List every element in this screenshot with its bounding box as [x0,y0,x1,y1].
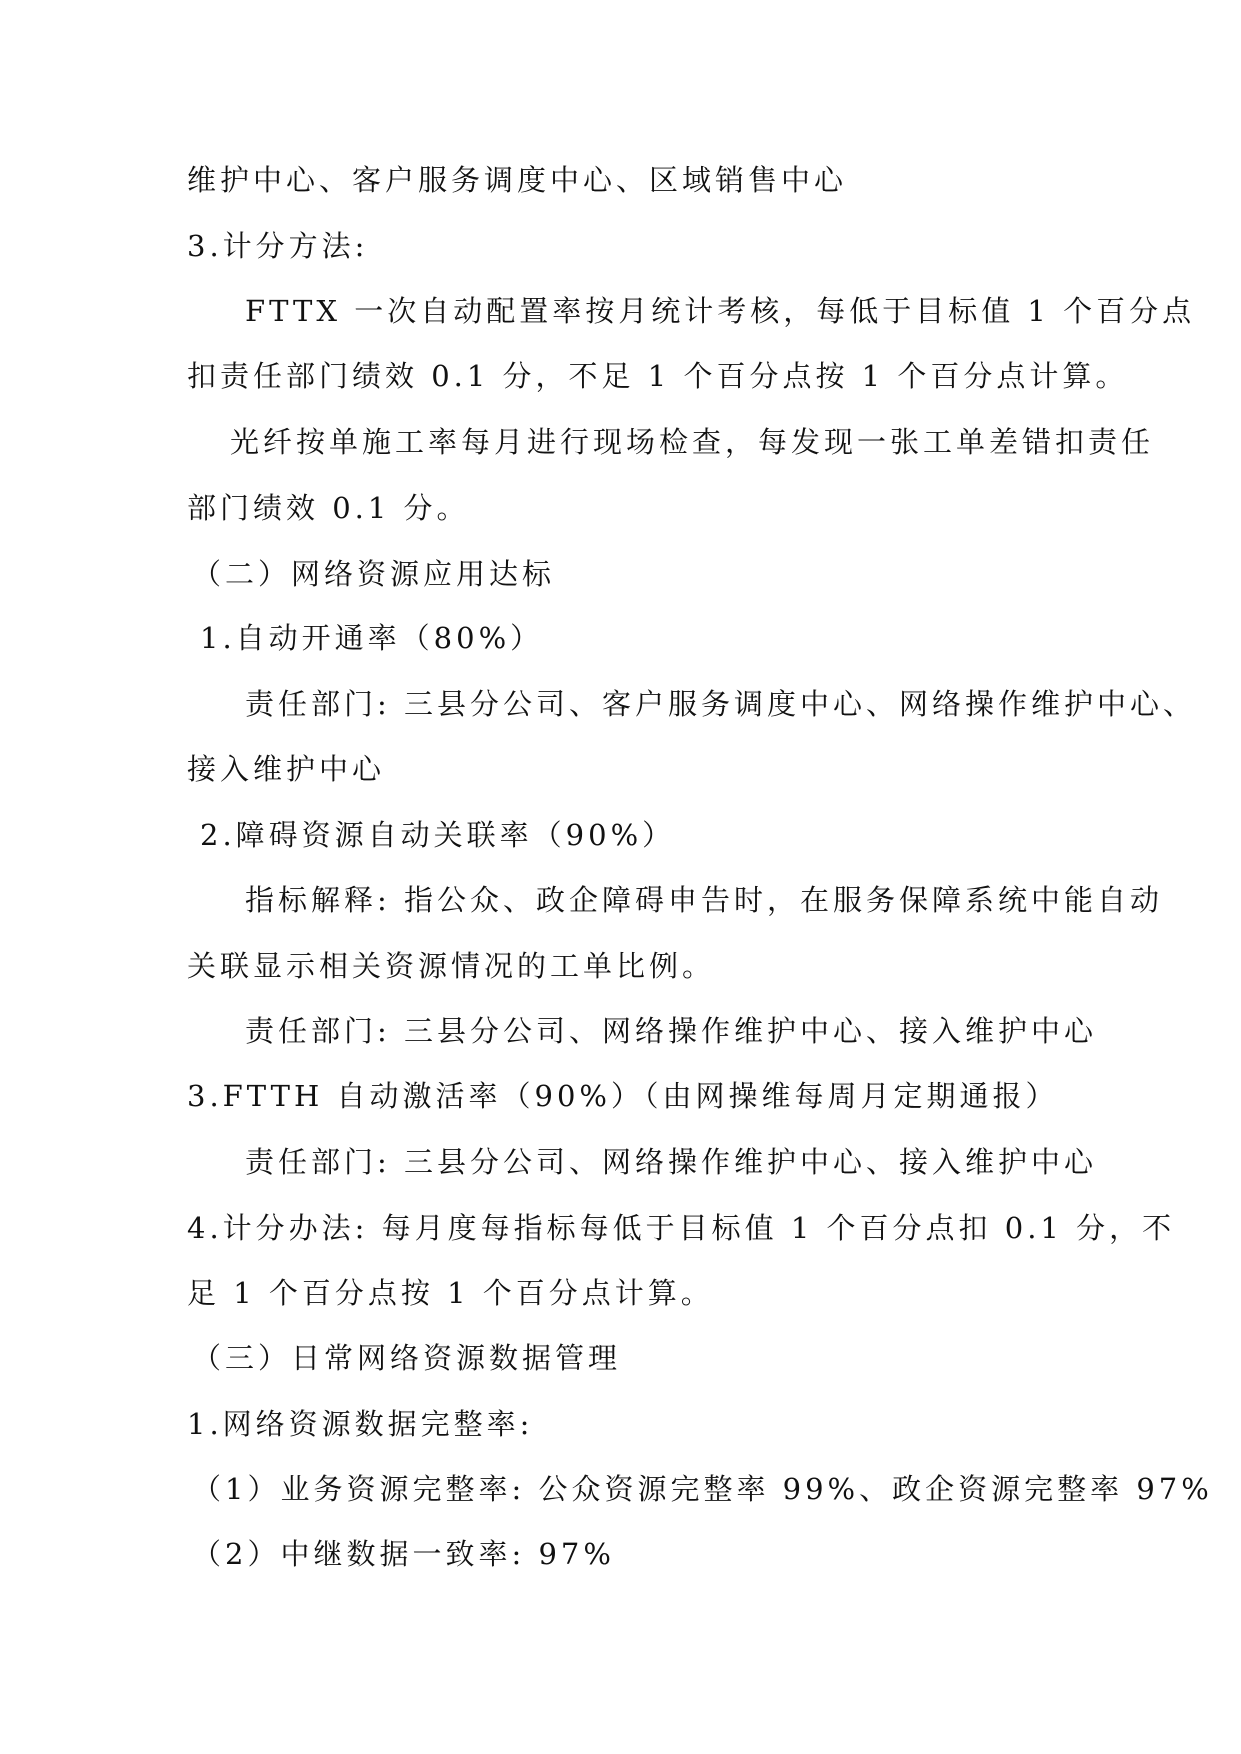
text-line-11: 2.障碍资源自动关联率（90%） [200,818,676,852]
text-line-08: 1.自动开通率（80%） [200,621,544,655]
text-line-15: 3.FTTH 自动激活率（90%）（由网操维每周月定期通报） [187,1079,1059,1113]
text-line-22: （2）中继数据一致率: 97% [192,1537,615,1571]
text-line-10: 接入维护中心 [187,752,386,786]
text-line-02: 3.计分方法: [187,229,369,263]
text-line-20: 1.网络资源数据完整率: [187,1407,534,1441]
text-line-04: 扣责任部门绩效 0.1 分，不足 1 个百分点按 1 个百分点计算。 [187,359,1129,393]
text-line-18: 足 1 个百分点按 1 个百分点计算。 [187,1276,714,1310]
text-line-14: 责任部门: 三县分公司、网络操作维护中心、接入维护中心 [245,1014,1097,1048]
section-heading-3: （三）日常网络资源数据管理 [192,1341,622,1375]
text-line-13: 关联显示相关资源情况的工单比例。 [187,949,716,983]
text-line-17: 4.计分办法: 每月度每指标每低于目标值 1 个百分点扣 0.1 分，不 [187,1211,1176,1245]
text-line-09: 责任部门: 三县分公司、客户服务调度中心、网络操作维护中心、 [245,687,1196,721]
text-line-16: 责任部门: 三县分公司、网络操作维护中心、接入维护中心 [245,1145,1097,1179]
text-line-01: 维护中心、客户服务调度中心、区域销售中心 [187,163,848,197]
text-line-21: （1）业务资源完整率: 公众资源完整率 99%、政企资源完整率 97% [192,1472,1213,1506]
section-heading-2: （二）网络资源应用达标 [192,557,556,591]
text-line-05: 光纤按单施工率每月进行现场检查，每发现一张工单差错扣责任 [230,425,1155,459]
text-line-06: 部门绩效 0.1 分。 [187,491,470,525]
text-line-03: FTTX 一次自动配置率按月统计考核，每低于目标值 1 个百分点 [245,294,1196,328]
text-line-12: 指标解释: 指公众、政企障碍申告时，在服务保障系统中能自动 [245,883,1163,917]
